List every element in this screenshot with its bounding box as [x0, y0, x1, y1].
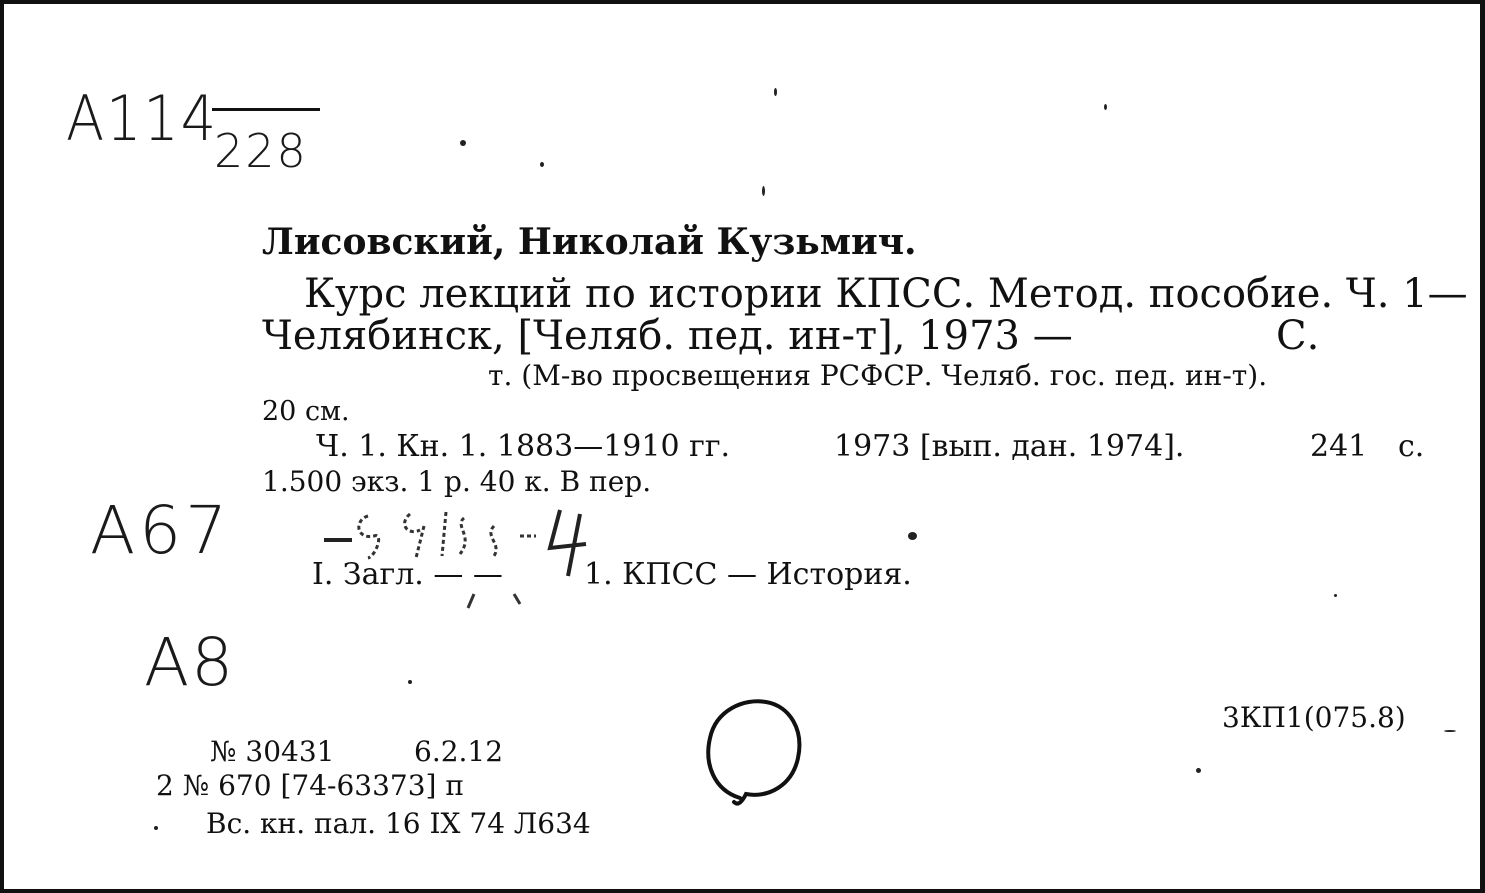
title-pages-abbrev: С.: [1276, 313, 1320, 359]
size-note: 20 см.: [262, 396, 350, 427]
ink-speck: [908, 532, 917, 540]
volume-pages: 241: [1310, 429, 1368, 464]
print-run-price: 1.500 экз. 1 р. 40 к. В пер.: [262, 465, 652, 498]
inventory-mark: А67: [90, 492, 232, 569]
volume-date: 1973 [вып. дан. 1974].: [834, 429, 1185, 464]
author-heading: Лисовский, Николай Кузьмич.: [262, 221, 917, 263]
ink-speck: [774, 88, 777, 96]
record-code: 6.2.12: [414, 735, 504, 768]
ink-speck: [154, 826, 158, 830]
ink-speck: [460, 140, 466, 146]
tracing-title: I. Загл. — —: [312, 557, 503, 592]
ink-speck: [1444, 730, 1456, 732]
shelfmark-fraction-bar: [212, 108, 320, 111]
classification-code: 3КП1(075.8): [1222, 701, 1406, 734]
tracing-subject: 1. КПСС — История.: [584, 557, 912, 592]
card-number: 2 № 670 [74-63373] п: [156, 769, 465, 802]
volume-statement: Ч. 1. Кн. 1. 1883—1910 гг.: [316, 429, 731, 464]
hole-outline-drawing: [704, 694, 814, 814]
ink-speck: [1104, 104, 1107, 110]
series-statement: т. (М-во просвещения РСФСР. Челяб. гос. пед. ин-т).: [488, 359, 1268, 392]
title-line-1: Курс лекций по истории КПСС. Метод. пособие. Ч. 1—: [304, 271, 1468, 317]
ink-speck: [540, 162, 544, 167]
ink-speck: [1196, 768, 1201, 773]
location-mark: А8: [144, 624, 236, 701]
record-number: № 30431: [210, 735, 335, 768]
shelfmark-main: А114: [66, 82, 218, 155]
book-chamber-imprint: Вс. кн. пал. 16 IX 74 Л634: [206, 807, 591, 840]
inventory-scribble: [324, 496, 604, 616]
title-line-2: Челябинск, [Челяб. пед. ин-т], 1973 —: [262, 313, 1073, 359]
ink-speck: [408, 680, 412, 684]
volume-pages-abbrev: с.: [1398, 429, 1425, 464]
shelfmark-denominator: 228: [214, 124, 308, 178]
ink-speck: [762, 186, 765, 196]
ink-speck: [1334, 594, 1337, 597]
